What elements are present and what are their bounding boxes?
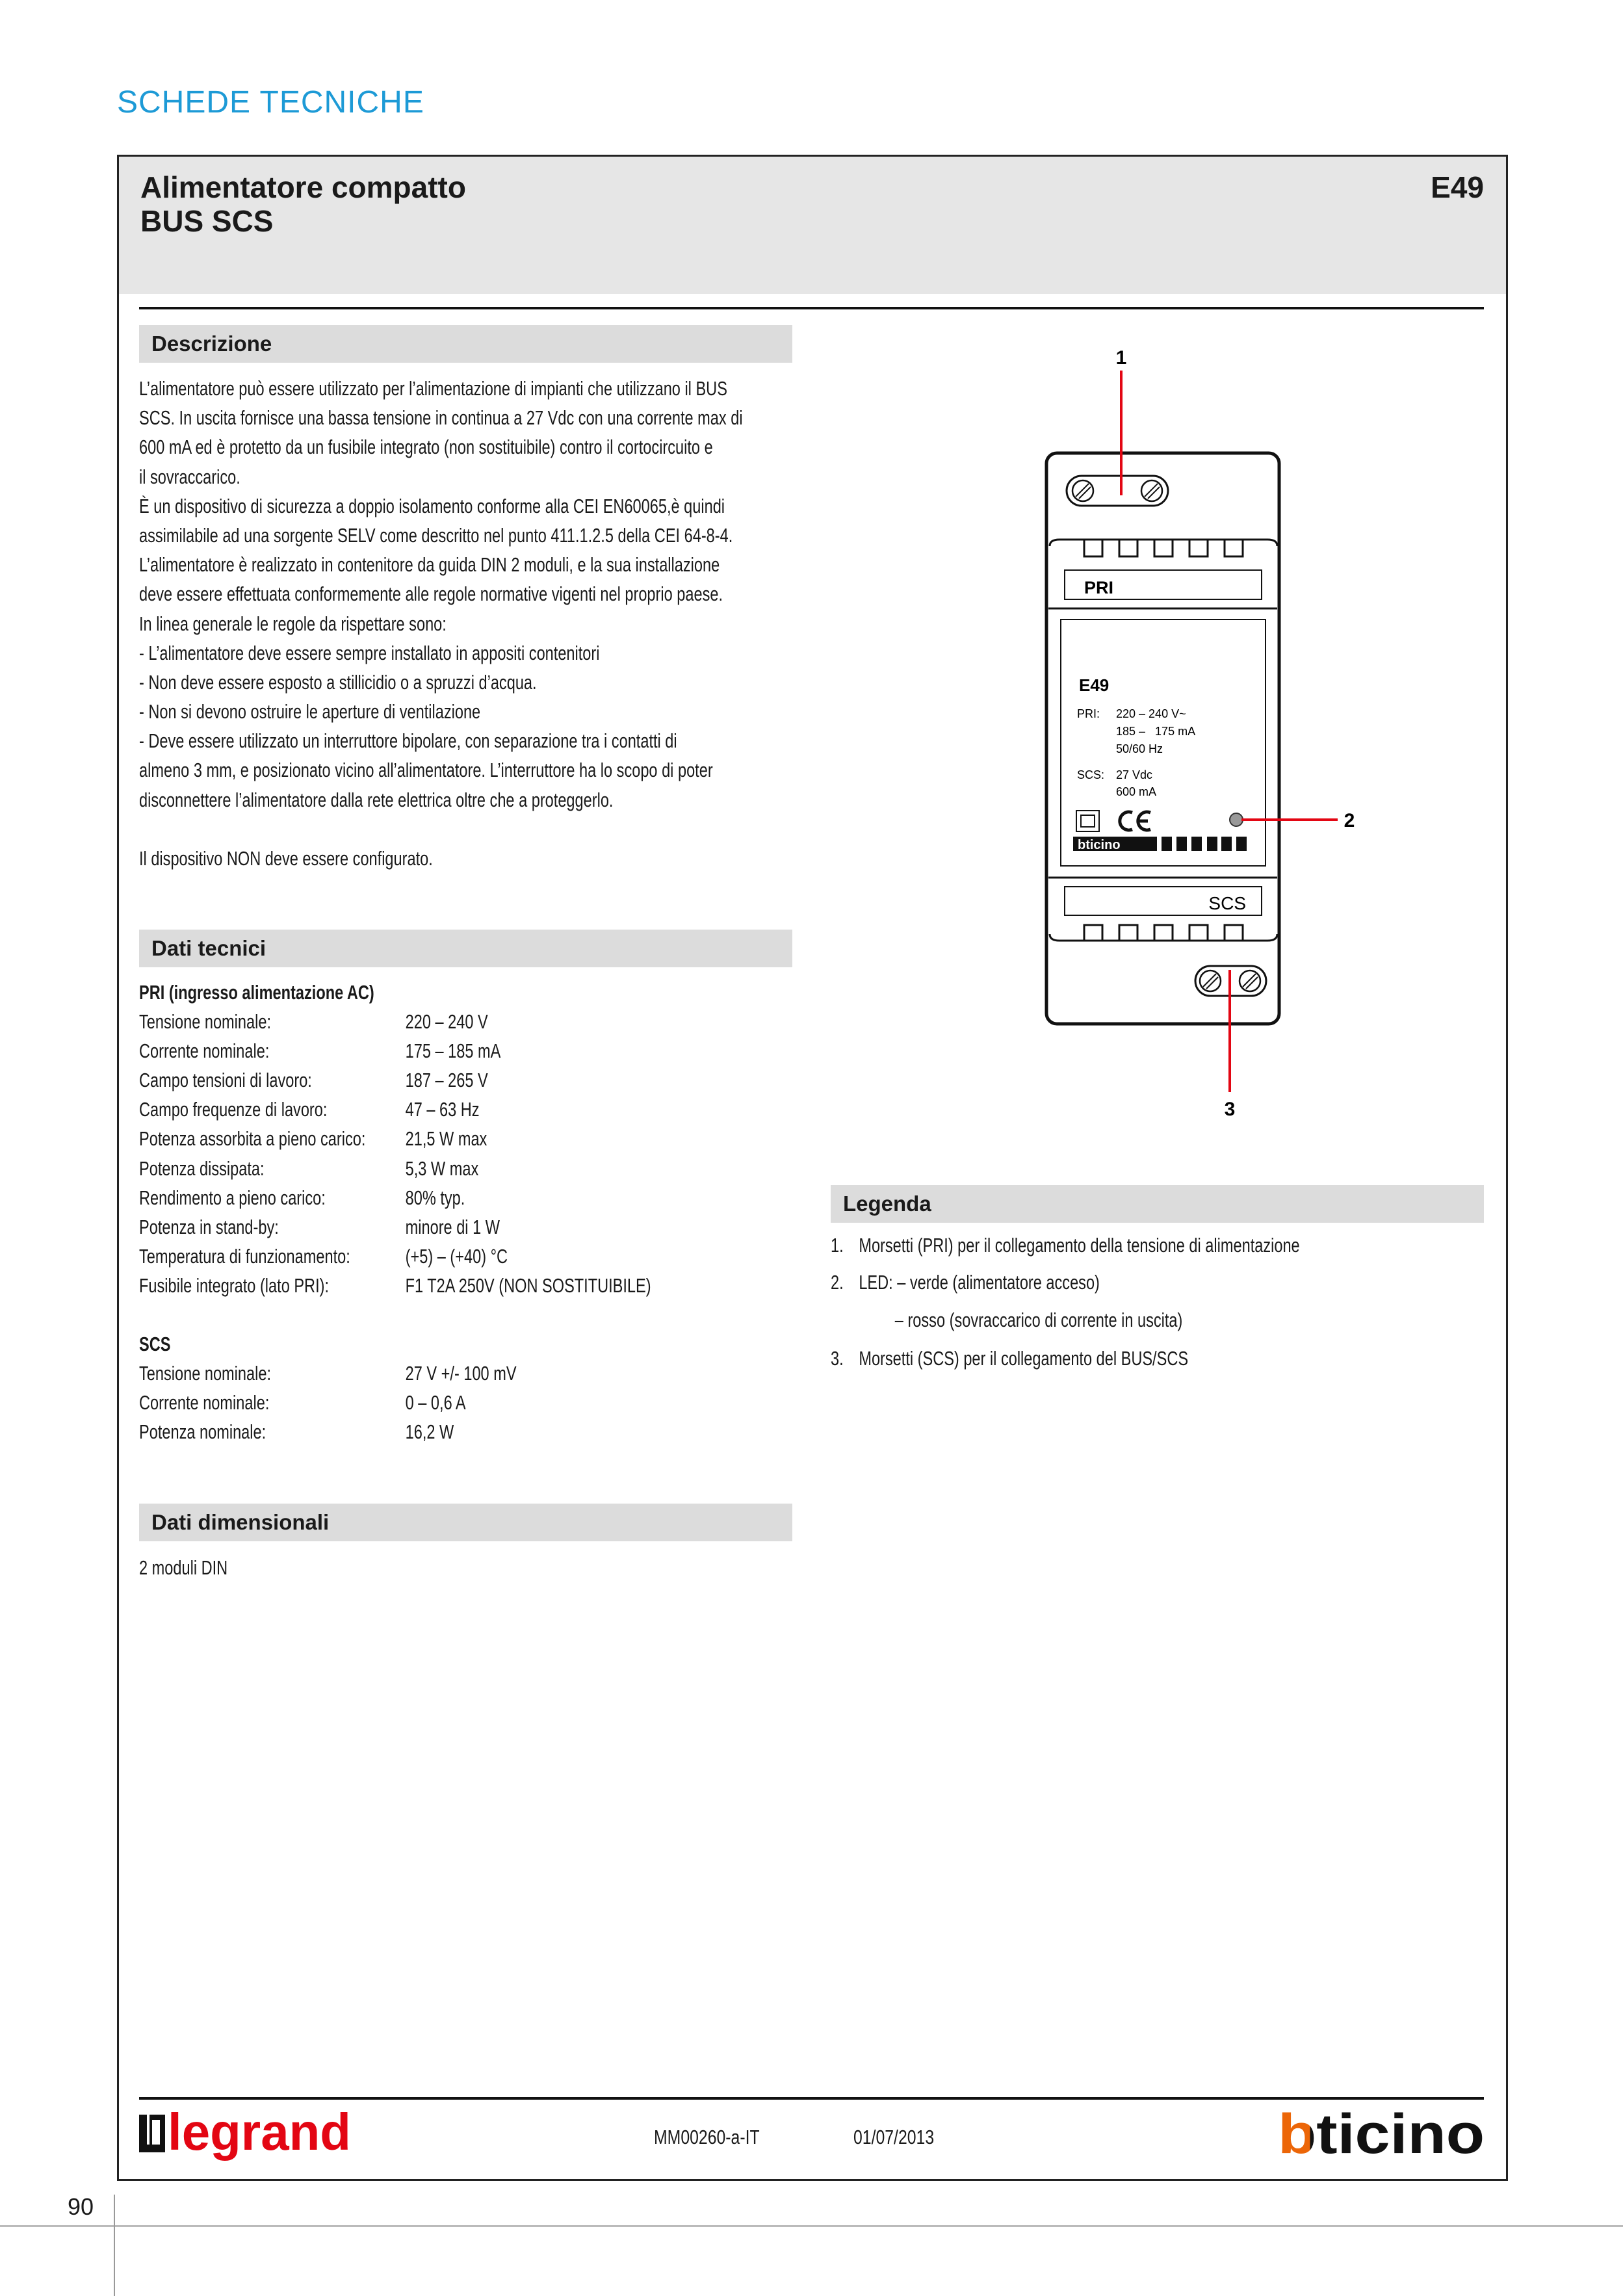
legend-number: 3. [831,1347,844,1370]
tech-data [139,978,651,1447]
section-kicker: SCHEDE TECNICHE [117,85,424,120]
dims-value: 2 moduli DIN [139,1556,228,1579]
page-rule [0,2225,1623,2227]
legend-number: 1. [831,1234,844,1257]
device-scs-key: SCS: [1077,768,1105,781]
spec-label: Potenza assorbita a pieno carico: [139,1127,366,1151]
page-margin-line [114,2195,115,2296]
spec-value: 5,3 W max [405,1156,479,1180]
spec-value: 187 – 265 V [405,1069,488,1092]
screw-icon [1200,971,1221,991]
section-header-description: Descrizione [139,325,792,363]
callout-1: 1 [1115,347,1127,369]
product-title [140,170,466,238]
spec-value: 47 – 63 Hz [405,1098,480,1121]
description-line: almeno 3 mm, e posizionato vicino all’alimentatore. L’interruttore ha lo scopo di poter [139,759,713,782]
spec-label: Potenza in stand-by: [139,1215,279,1238]
spec-value: 175 – 185 mA [405,1039,501,1063]
spec-label: Corrente nominale: [139,1039,270,1063]
description-line [139,815,743,844]
screw-icon [1072,480,1093,501]
device-pri-value: 185 – 175 mA [1116,725,1196,738]
doc-code: MM00260-a-IT [654,2126,760,2148]
product-code: E49 [1431,170,1484,204]
spec-value: 0 – 0,6 A [405,1391,466,1415]
description-line: Il dispositivo NON deve essere configurato. [139,847,433,870]
spec-value: 16,2 W [405,1420,454,1444]
legend-text: – rosso (sovraccarico di corrente in uscita) [894,1309,1183,1331]
spec-value: 21,5 W max [405,1127,487,1151]
spec-row [139,1183,651,1212]
description-line: - Non deve essere esposto a stillicidio o a spruzzi d’acqua. [139,670,537,694]
device-pri-value: 220 – 240 V~ [1116,707,1186,720]
section-header-dims: Dati dimensionali [139,1504,792,1541]
spec-value: (+5) – (+40) °C [405,1244,508,1268]
divider [139,307,1484,309]
doc-date: 01/07/2013 [853,2126,935,2148]
description-line: deve essere effettuata conformemente alle regole normative vigenti nel proprio paese. [139,582,723,606]
spec-label: Potenza dissipata: [139,1156,265,1180]
legend-text: Morsetti (SCS) per il collegamento del BUS/SCS [859,1347,1189,1370]
spec-row [139,1065,651,1095]
spec-row [139,1242,651,1271]
spec-row [139,1212,651,1242]
device-pri-value: 50/60 Hz [1116,742,1163,755]
spec-label: Potenza nominale: [139,1420,266,1444]
spec-value: 220 – 240 V [405,1010,488,1034]
callout-3: 3 [1224,1099,1236,1120]
spec-row [139,1095,651,1124]
title-line-2: BUS SCS [140,204,274,238]
spec-value: F1 T2A 250V (NON SOSTITUIBILE) [405,1273,651,1297]
legrand-logo [139,2109,354,2168]
description-line: L’alimentatore è realizzato in contenitore da guida DIN 2 moduli, e la sua installazione [139,553,720,577]
title-line-1: Alimentatore compatto [140,170,466,204]
spec-row [139,1359,651,1388]
device-model: E49 [1079,675,1110,695]
description-line: - L’alimentatore deve essere sempre installato in appositi contenitori [139,641,600,664]
dims-text [139,1553,227,1582]
legend-text: Morsetti (PRI) per il collegamento della tensione di alimentazione [859,1234,1300,1257]
device-brand: bticino [1078,838,1121,852]
led-indicator [1230,813,1243,826]
pri-label: PRI [1084,578,1114,597]
section-header-legend: Legenda [831,1185,1484,1223]
description-line: il sovraccarico. [139,465,240,488]
description-line: 600 mA ed è protetto da un fusibile integrato (non sostituibile) contro il cortocircuito e [139,436,713,459]
spec-label: Rendimento a pieno carico: [139,1186,326,1209]
spec-value: 80% typ. [405,1186,465,1209]
description-text [139,374,743,873]
device-diagram [1027,338,1417,1138]
legend-text: LED: – verde (alimentatore acceso) [859,1271,1100,1294]
callout-2: 2 [1344,810,1355,831]
description-line: assimilabile ad una sorgente SELV come descritto nel punto 411.1.2.5 della CEI 64-8-4. [139,523,733,547]
spec-row [139,1417,651,1446]
device-scs-value: 27 Vdc [1116,768,1153,781]
spec-label: Temperatura di funzionamento: [139,1244,350,1268]
spec-row [139,1388,651,1417]
spec-label: Campo tensioni di lavoro: [139,1069,312,1092]
footer-divider [139,2097,1484,2100]
pri-terminal-block [1067,476,1168,506]
description-line: disconnettere l’alimentatore dalla rete elettrica oltre che a proteggerlo. [139,788,614,811]
bticino-wordmark: bticino [1278,2111,1485,2157]
description-line: SCS. In uscita fornisce una bassa tensione in continua a 27 Vdc con una corrente max di [139,406,743,430]
spec-row [139,1007,651,1036]
legend-number: 2. [831,1271,844,1294]
spec-label: Campo frequenze di lavoro: [139,1098,328,1121]
section-header-tech: Dati tecnici [139,930,792,967]
screw-icon [1141,480,1162,501]
description-line: - Deve essere utilizzato un interruttore bipolare, con separazione tra i contatti di [139,729,677,753]
spec-value: 27 V +/- 100 mV [405,1362,517,1385]
device-scs-value: 600 mA [1116,785,1157,798]
description-line: L’alimentatore può essere utilizzato per l’alimentazione di impianti che utilizzano il BUS [139,377,727,400]
spec-label: Tensione nominale: [139,1362,272,1385]
bticino-logo [1278,2111,1486,2157]
screw-icon [1240,971,1260,991]
description-line: In linea generale le regole da rispettare sono: [139,612,447,635]
description-line: - Non si devono ostruire le aperture di ventilazione [139,700,481,724]
page-number: 90 [68,2193,94,2220]
spec-row [139,1124,651,1153]
spec-value: minore di 1 W [405,1215,500,1238]
scs-label: SCS [1208,893,1246,913]
device-pri-key: PRI: [1077,707,1100,720]
description-line: È un dispositivo di sicurezza a doppio isolamento conforme alla CEI EN60065,è quindi [139,494,725,517]
pri-heading: PRI (ingresso alimentazione AC) [139,981,374,1004]
spec-label: Corrente nominale: [139,1391,270,1415]
spec-label: Tensione nominale: [139,1010,272,1034]
scs-heading: SCS [139,1333,171,1356]
spec-row [139,1271,651,1300]
spec-row [139,1154,651,1183]
spec-label: Fusibile integrato (lato PRI): [139,1273,330,1297]
spec-row [139,1036,651,1065]
legrand-wordmark: legrand [168,2109,351,2161]
